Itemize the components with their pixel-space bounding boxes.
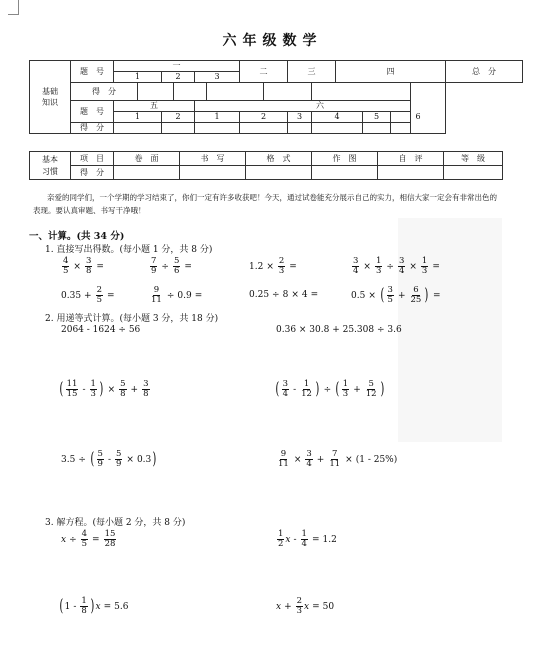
score-cell[interactable] (391, 123, 446, 134)
habit-row-label-score: 得 分 (71, 166, 114, 180)
watermark-shade (398, 218, 502, 442)
habit-item-dengji: 等 级 (444, 152, 503, 166)
part-2-header: 二 (240, 61, 288, 83)
score-cell[interactable] (162, 123, 195, 134)
part-1-header: 一 (114, 61, 240, 72)
part-1-sub-3: 3 (195, 72, 240, 83)
calc-1-2: $\frac{7}{9}$ ÷ $\frac{5}{6}$ = (151, 256, 192, 276)
habit-score-cell[interactable] (180, 166, 246, 180)
calc-2-2: 0.36 × 30.8 + 25.308 ÷ 3.6 (276, 325, 402, 335)
score-cell[interactable] (288, 123, 312, 134)
habit-score-cell[interactable] (378, 166, 444, 180)
question-1-title: 1. 直接写出得数。(每小题 1 分，共 8 分) (45, 245, 213, 255)
habit-item-juanmian: 卷 面 (114, 152, 180, 166)
row-label-defen-2: 得 分 (71, 123, 114, 134)
habit-score-cell[interactable] (114, 166, 180, 180)
part-4-header: 四 (336, 61, 446, 83)
group-basic-habits: 基本习惯 (30, 152, 71, 180)
habit-score-cell[interactable] (312, 166, 378, 180)
habit-item-zuotu: 作 图 (312, 152, 378, 166)
row-label-defen: 得 分 (71, 83, 138, 101)
total-header: 总 分 (446, 61, 523, 83)
score-cell[interactable] (174, 83, 207, 101)
calc-1-1: $\frac{4}{5}$ × $\frac{3}{8}$ = (63, 256, 104, 276)
score-cell[interactable] (195, 123, 240, 134)
habit-row-label-item: 项 目 (71, 152, 114, 166)
part-6-sub-3: 3 (288, 112, 312, 123)
part-5-sub-1: 1 (114, 112, 162, 123)
part-6-header: 六 (195, 101, 446, 112)
calc-1-6: $\frac{9}{11}$ ÷ 0.9 = (151, 285, 203, 305)
calc-1-7: 0.25 ÷ 8 × 4 = (249, 290, 319, 300)
score-cell[interactable] (207, 83, 264, 101)
calc-1-5: 0.35 + $\frac{2}{5}$ = (61, 285, 115, 305)
score-cell[interactable] (240, 123, 288, 134)
score-cell[interactable] (312, 83, 411, 101)
part-5-sub-2: 2 (162, 112, 195, 123)
calc-2-1: 2064 - 1624 ÷ 56 (61, 325, 141, 335)
crop-mark (8, 0, 19, 15)
equation-3-4: x + $\frac{2}{3}$ x = 50 (276, 596, 335, 616)
equation-3-1: x ÷ $\frac{4}{5}$ = $\frac{15}{28}$ (61, 529, 116, 549)
part-6-sub-6: 6 (391, 112, 446, 123)
equation-3-3: ( 1 - $\frac{1}{8}$ ) x = 5.6 (59, 596, 129, 616)
calc-2-3: ( $\frac{11}{15}$ - $\frac{1}{3}$ ) × $\frac{5}{8}$ + $\frac{3}{8}$ (59, 379, 149, 399)
calc-2-6: $\frac{9}{11}$ × $\frac{3}{4}$ + $\frac{7}{11}$ × (1 - 25%) (278, 449, 398, 469)
part-6-sub-4: 4 (312, 112, 363, 123)
score-cell[interactable] (264, 83, 312, 101)
part-1-sub-2: 2 (162, 72, 195, 83)
row-label-tihao: 题 号 (71, 61, 114, 83)
habit-score-cell[interactable] (444, 166, 503, 180)
question-3-title: 3. 解方程。(每小题 2 分，共 8 分) (45, 518, 186, 528)
equation-3-2: $\frac{1}{2}$ x - $\frac{1}{4}$ = 1.2 (278, 529, 337, 549)
score-cell[interactable] (138, 83, 174, 101)
habit-item-shuxie: 书 写 (180, 152, 246, 166)
score-cell[interactable] (363, 123, 391, 134)
calc-1-3: 1.2 × $\frac{2}{3}$ = (249, 256, 297, 276)
row-label-tihao-2: 题 号 (71, 101, 114, 123)
score-table (29, 60, 523, 134)
part-5-header: 五 (114, 101, 195, 112)
calc-1-4: $\frac{3}{4}$ × $\frac{1}{3}$ ÷ $\frac{3}{4}$ × $\frac{1}{3}$ = (353, 256, 440, 276)
part-6-sub-2: 2 (240, 112, 288, 123)
score-cell[interactable] (114, 123, 162, 134)
part-3-header: 三 (288, 61, 336, 83)
question-2-title: 2. 用递等式计算。(每小题 3 分，共 18 分) (45, 314, 219, 324)
habit-table (29, 151, 503, 180)
part-6-sub-1: 1 (195, 112, 240, 123)
section-1-title: 一、计算。(共 34 分) (29, 231, 125, 242)
part-6-sub-5: 5 (363, 112, 391, 123)
page-title: 六年级数学 (222, 33, 323, 49)
habit-score-cell[interactable] (246, 166, 312, 180)
habit-item-geshi: 格 式 (246, 152, 312, 166)
calc-1-8: 0.5 × ( $\frac{3}{5}$ + $\frac{6}{25}$ ) = (351, 285, 441, 305)
habit-item-ziping: 自 评 (378, 152, 444, 166)
intro-paragraph: 亲爱的同学们，一个学期的学习结束了，你们一定有许多收获吧！今天，通过试卷能充分展示自己的实力，相信大家一定会有非常出色的表现。要认真审题、书写干净哦！ (33, 193, 497, 215)
part-1-sub-1: 1 (114, 72, 162, 83)
calc-2-5: 3.5 ÷ ( $\frac{5}{9}$ - $\frac{5}{9}$ × 0.3 ) (61, 449, 157, 469)
score-cell[interactable] (312, 123, 363, 134)
calc-2-4: ( $\frac{3}{4}$ - $\frac{1}{12}$ ) ÷ ( $\frac{1}{3}$ + $\frac{5}{12}$ ) (275, 379, 384, 399)
group-basic-knowledge: 基础知识 (30, 61, 71, 134)
